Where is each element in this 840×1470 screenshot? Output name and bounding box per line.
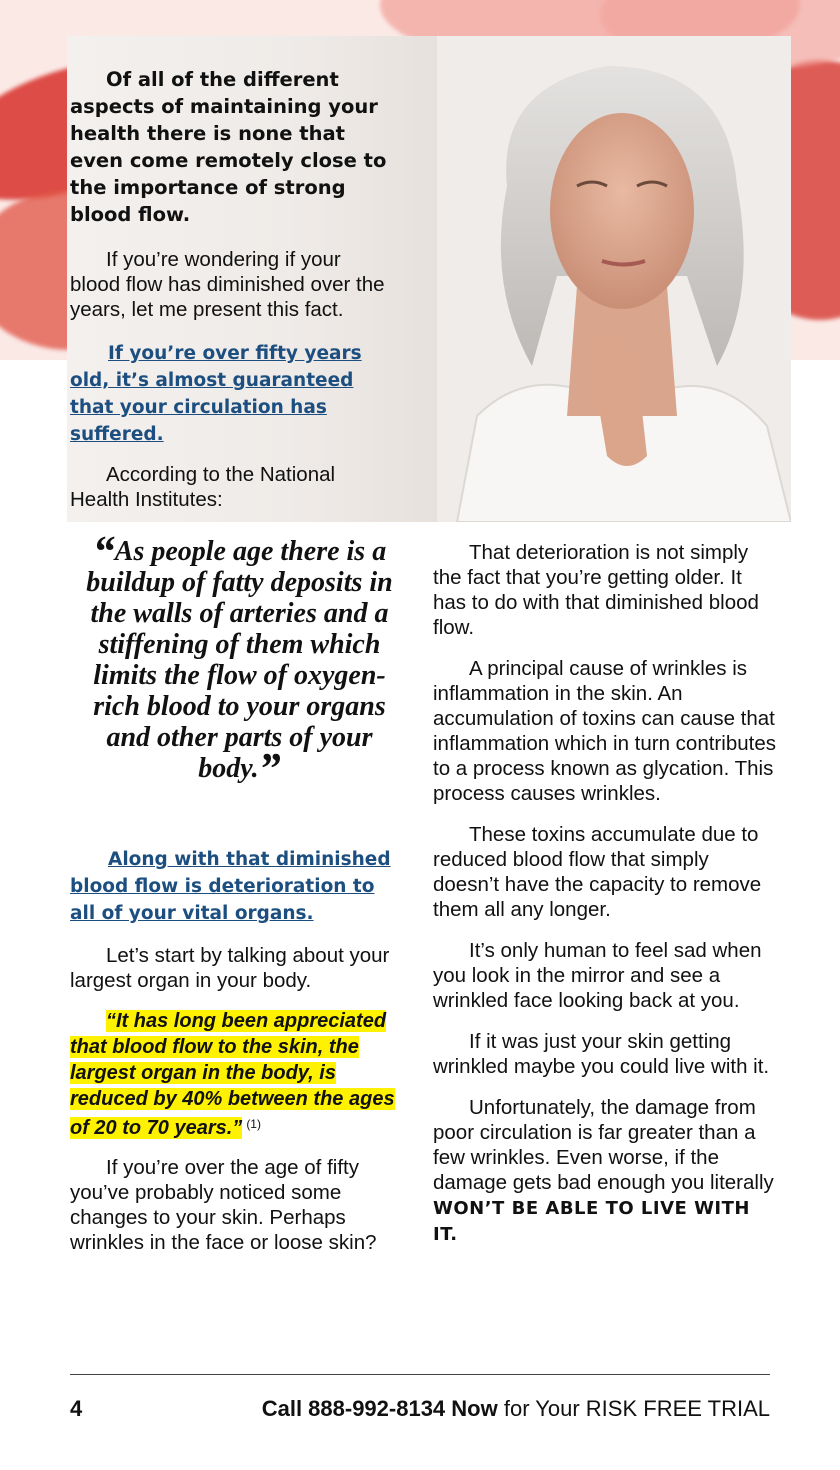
right-paragraph-2: A principal cause of wrinkles is inflammation in the skin. An accumulation of toxins can cause that inflammation which in turn contributes to a process known as glycation. This process causes wrinkles. [433,657,776,805]
pull-quote-text: As people age there is a buildup of fatty deposits in the walls of arteries and a stiffening of them which limits the flow of oxygen-rich blood to your organs and other parts of your body. [86,536,393,784]
emphasis-text: WON’T BE ABLE TO LIVE WITH IT. [433,1198,750,1245]
intro-paragraph: If you’re wondering if your blood flow has diminished over the years, let me present this fact. [70,248,385,321]
right-paragraph-5: If it was just your skin getting wrinkled maybe you could live with it. [433,1030,770,1078]
skin-changes-paragraph: If you’re over the age of fifty you’ve probably noticed some changes to your skin. Perhaps wrinkles in the face or loose skin? [70,1156,377,1254]
right-paragraph-4: It’s only human to feel sad when you look in the mirror and see a wrinkled face looking back at you. [433,939,762,1012]
close-quote-mark: ” [258,744,281,793]
highlighted-quote [70,1008,400,1141]
pull-quote [72,527,407,793]
footer [70,1396,770,1426]
left-column [70,846,400,1255]
right-paragraph-1: That deterioration is not simply the fact that you’re getting older. It has to do with that diminished blood flow. [433,541,759,639]
circulation-link[interactable]: If you’re over fifty years old, it’s almost guaranteed that your circulation has suffered. [70,343,362,445]
intro-bold-paragraph: Of all of the different aspects of maintaining your health there is none that even come remotely close to the importance of strong blood flow. [70,68,387,226]
organs-link[interactable]: Along with that diminished blood flow is deterioration to all of your vital organs. [70,849,391,924]
right-paragraph-3: These toxins accumulate due to reduced blood flow that simply doesn’t have the capacity to remove them all any longer. [433,823,762,921]
cta-text: for Your RISK FREE TRIAL [497,1396,770,1421]
source-paragraph: According to the National Health Institutes: [70,463,336,511]
footnote-reference: (1) [246,1117,261,1131]
right-paragraph-6 [433,1095,778,1247]
woman-photo [437,36,791,522]
intro-section [70,66,390,512]
cta-phone[interactable]: Call 888-992-8134 Now [261,1396,498,1421]
open-quote-mark: “ [92,527,115,576]
right-column [433,540,778,1247]
call-to-action [262,1396,770,1422]
footer-divider [70,1374,770,1375]
page-number: 4 [70,1396,83,1421]
highlight-text: “It has long been appreciated that blood flow to the skin, the largest organ in the body, is reduced by 40% between the ages of 20 to 70 years.” [70,1010,395,1139]
right-paragraph-6-text: Unfortunately, the damage from poor circulation is far greater than a few wrinkles. Even worse, if the damage gets bad enough you literally [433,1096,774,1194]
largest-organ-paragraph: Let’s start by talking about your largest organ in your body. [70,944,390,992]
